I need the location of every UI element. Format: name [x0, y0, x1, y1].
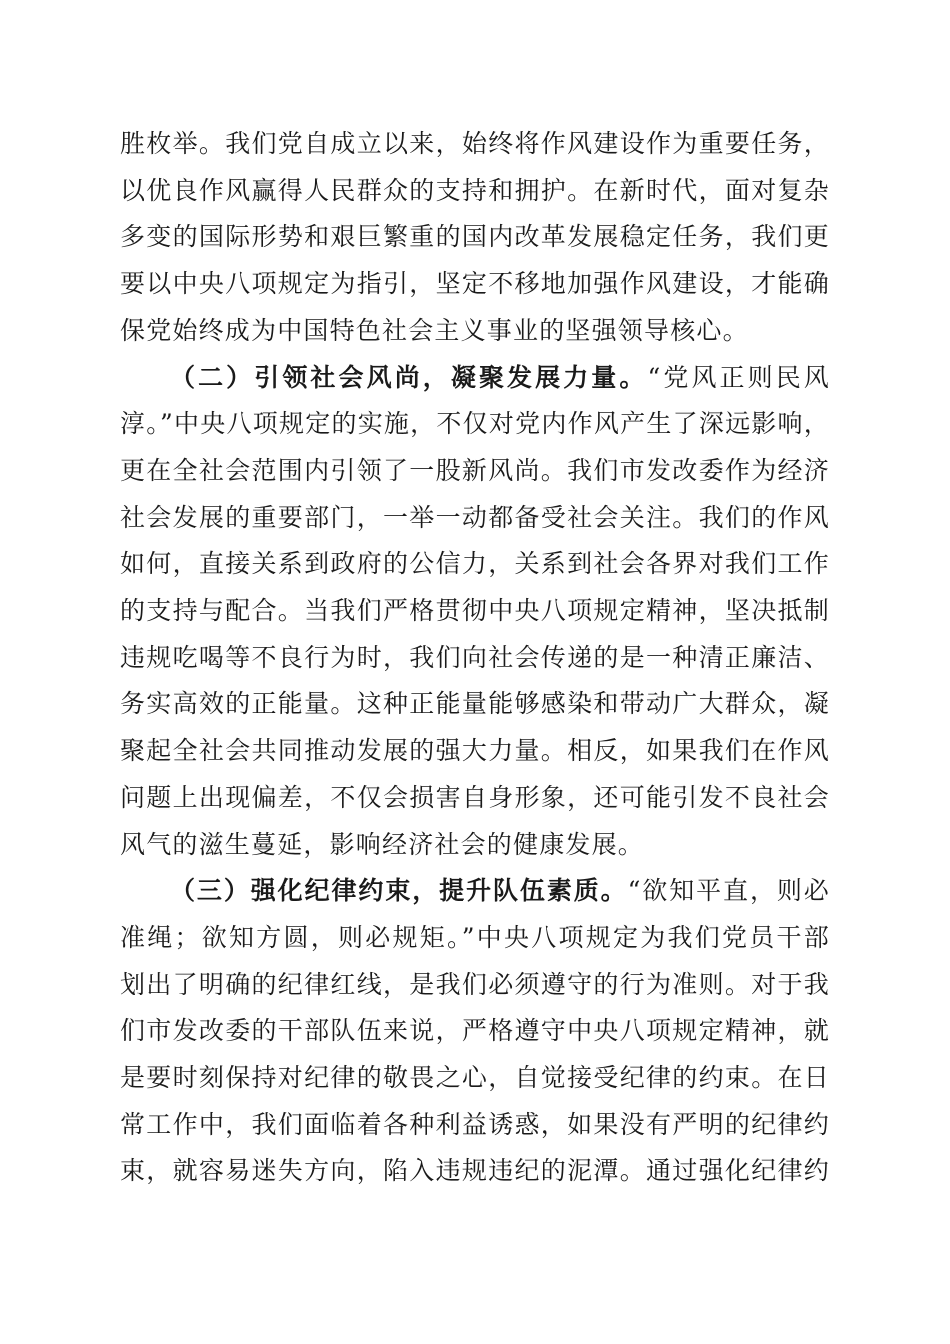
document-body — [120, 121, 830, 1195]
text-line: 多变的国际形势和艰巨繁重的国内改革发展稳定任务，我们更 — [120, 222, 830, 252]
text-line: 如何，直接关系到政府的公信力，关系到社会各界对我们工作 — [120, 549, 830, 579]
text-line: 务实高效的正能量。这种正能量能够感染和带动广大群众，凝 — [120, 689, 830, 719]
text-line: 的支持与配合。当我们严格贯彻中央八项规定精神，坚决抵制 — [120, 596, 830, 626]
text-line: 束，就容易迷失方向，陷入违规违纪的泥潭。通过强化纪律约 — [120, 1156, 830, 1186]
text-line — [120, 868, 830, 915]
text-line: 更在全社会范围内引领了一股新风尚。我们市发改委作为经济 — [120, 455, 830, 485]
text-line: 要以中央八项规定为指引，坚定不移地加强作风建设，才能确 — [120, 269, 830, 299]
paragraph-3 — [120, 868, 830, 1195]
text-line: 胜枚举。我们党自成立以来，始终将作风建设作为重要任务， — [120, 129, 830, 158]
text-line: 违规吃喝等不良行为时，我们向社会传递的是一种清正廉洁、 — [120, 642, 830, 672]
heading-trailing-text: “欲知平直，则必 — [627, 876, 830, 906]
section-heading-3: （三）强化纪律约束，提升队伍素质。 — [170, 876, 628, 906]
paragraph-2 — [120, 355, 830, 869]
text-line: 准绳；欲知方圆，则必规矩。”中央八项规定为我们党员干部 — [120, 922, 830, 952]
text-line: 社会发展的重要部门，一举一动都备受社会关注。我们的作风 — [120, 502, 830, 532]
text-line: 们市发改委的干部队伍来说，严格遵守中央八项规定精神，就 — [120, 1016, 830, 1046]
text-line — [120, 355, 830, 402]
text-line: 聚起全社会共同推动发展的强大力量。相反，如果我们在作风 — [120, 736, 830, 766]
text-line: 是要时刻保持对纪律的敬畏之心，自觉接受纪律的约束。在日 — [120, 1063, 830, 1093]
text-line: 常工作中，我们面临着各种利益诱惑，如果没有严明的纪律约 — [120, 1109, 830, 1139]
heading-trailing-text: “党风正则民风 — [647, 362, 830, 392]
text-line: 以优良作风赢得人民群众的支持和拥护。在新时代，面对复杂 — [120, 175, 830, 205]
text-line: 划出了明确的纪律红线，是我们必须遵守的行为准则。对于我 — [120, 969, 830, 999]
text-line: 淳。”中央八项规定的实施，不仅对党内作风产生了深远影响， — [120, 409, 830, 439]
text-line: 保党始终成为中国特色社会主义事业的坚强领导核心。 — [120, 315, 749, 345]
section-heading-2: （二）引领社会风尚，凝聚发展力量。 — [170, 362, 648, 392]
text-line: 问题上出现偏差，不仅会损害自身形象，还可能引发不良社会 — [120, 782, 830, 812]
paragraph-1 — [120, 121, 830, 355]
text-line: 风气的滋生蔓延，影响经济社会的健康发展。 — [120, 829, 645, 859]
